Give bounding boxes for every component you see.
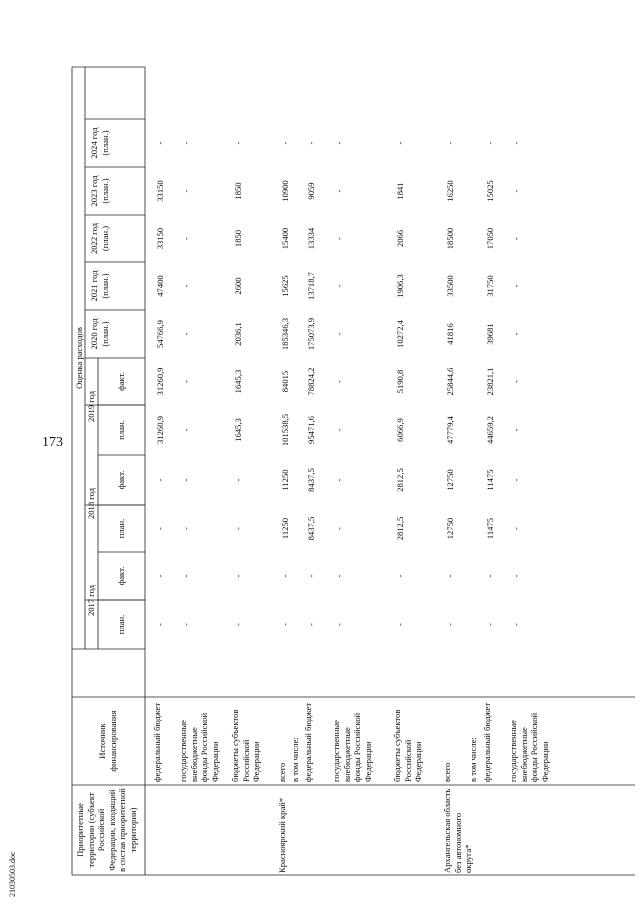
row-value: 31260,9 [155,367,165,396]
header-fact: факт. [116,372,126,391]
row-value: - [181,380,191,383]
row-value: 39681 [485,323,495,345]
row-value: 11475 [485,517,495,540]
row-value: 17050 [485,227,495,250]
row-value: - [445,623,455,626]
row-value: - [334,141,344,145]
header-2017: 2017 год [86,584,96,617]
row-value: - [306,574,316,578]
row-value: - [181,574,191,578]
row-value: - [485,141,495,145]
row-value: - [306,141,316,145]
header-2018: 2018 год [86,487,96,520]
row-source: федеральный бюджет [482,702,492,782]
row-value: 1850 [233,182,243,200]
row-value: - [511,623,521,626]
row-value: 33150 [155,227,165,250]
row-value: 84015 [280,370,290,393]
row-value: - [334,332,344,336]
header-y2021: 2021 год (план.) [89,270,110,302]
row-value: - [181,428,191,432]
row-value: - [181,189,191,193]
row-value: - [181,478,191,482]
row-value: 33500 [445,275,455,297]
row-value: - [511,380,521,383]
row-value: - [334,380,344,383]
row-source: бюджеты субъектов Российской Федерации [230,709,261,782]
row-territory: Красноярский край* [277,797,287,873]
row-value: - [233,527,243,530]
row-value: 13718,7 [306,272,316,300]
row-source: государственные внебюджетные фонды Российской Федерации [178,712,220,782]
row-value: - [181,237,191,240]
row-value: - [334,527,344,530]
row-value: 16250 [445,180,455,202]
row-value: - [511,574,521,578]
row-source: в том числе: [468,737,478,782]
header-plan: план. [116,420,126,440]
header-estimate: Оценка расходов [74,327,84,389]
row-value: - [334,237,344,240]
row-value: - [280,623,290,626]
row-value: - [511,478,521,482]
row-value: 6066,9 [395,418,405,442]
row-value: 2812,5 [395,516,405,541]
row-source: государственные внебюджетные фонды Российской Федерации [508,712,550,782]
row-value: - [395,574,405,578]
row-value: - [395,623,405,626]
row-value: 9059 [306,182,316,200]
row-value: 47779,4 [445,416,455,444]
row-value: 185346,3 [280,317,290,351]
row-value: 47400 [155,275,165,297]
row-value: - [233,141,243,145]
row-value: - [445,574,455,578]
header-y2024: 2024 год (план.) [89,127,110,159]
row-value: 95471,6 [306,416,316,444]
header-y2023: 2023 год (план.) [89,175,110,207]
row-value: 11475 [485,469,495,491]
row-value: - [334,428,344,432]
row-value: - [334,478,344,482]
row-value: 1645,3 [233,418,243,442]
document-id: 2103050З.doc [8,851,17,897]
header-fact: факт. [116,566,126,586]
row-value: 2600 [233,277,243,295]
row-value: - [511,237,521,240]
row-value: 1645,3 [233,369,243,394]
row-value: - [511,141,521,145]
row-value: 15400 [280,227,290,250]
row-value: 10900 [280,180,290,202]
row-value: 54766,9 [155,320,165,348]
row-value: - [233,623,243,626]
row-value: - [511,284,521,288]
row-value: 1850 [233,229,243,248]
header-territory: Приоритетные территории (субъект Российской Федерации, входящий в состав приоритетной территории) [75,788,138,872]
row-value: 175073,9 [306,317,316,351]
row-value: 10272,4 [395,320,405,348]
row-value: - [233,478,243,482]
row-value: 8437,5 [306,516,316,541]
header-y2022: 2022 год (план.) [89,222,110,255]
row-value: - [334,623,344,626]
row-value: 5190,8 [395,369,405,394]
row-value: 2066 [395,229,405,248]
row-value: - [280,141,290,145]
row-source: федеральный бюджет [152,702,162,782]
row-value: 15025 [485,180,495,202]
row-value: - [334,284,344,288]
header-plan: план. [116,518,126,539]
row-source: государственные внебюджетные фонды Российской Федерации [331,712,373,782]
row-value: 12750 [445,469,455,491]
row-value: - [485,574,495,578]
row-value: 1906,3 [395,274,405,298]
row-value: 12750 [445,517,455,540]
row-value: 8437,5 [306,468,316,492]
row-value: 31260,9 [155,416,165,444]
row-value: - [181,527,191,530]
row-value: 11250 [280,469,290,491]
row-value: 1841 [395,182,405,200]
row-value: 11250 [280,517,290,540]
row-value: 25844,6 [445,367,455,396]
header-source: Источник финансирования [97,710,118,772]
row-value: 101538,5 [280,413,290,447]
row-value: - [155,141,165,145]
row-value: - [334,189,344,193]
header-fact: факт. [116,470,126,490]
row-value: - [511,527,521,530]
row-value: - [280,574,290,578]
row-value: - [511,428,521,432]
row-value: - [485,623,495,626]
row-territory: Архангельская область без автономного округа* [442,788,473,873]
row-source: бюджеты субъектов Российской Федерации [392,709,423,782]
row-value: - [511,189,521,193]
header-y2020: 2020 год (план.) [89,318,110,350]
row-value: 33150 [155,180,165,202]
header-plan: план. [116,614,126,635]
row-value: 23821,1 [485,367,495,396]
row-source: всего [277,762,287,782]
row-value: - [445,141,455,145]
row-value: - [155,478,165,482]
page-number: 173 [42,435,63,450]
row-source: в том числе: [290,737,300,782]
row-value: 13334 [306,227,316,250]
row-value: - [155,527,165,530]
row-value: 2036,1 [233,322,243,346]
row-value: 31750 [485,275,495,297]
row-value: 15625 [280,275,290,297]
row-value: 18500 [445,227,455,250]
row-source: всего [442,762,452,782]
row-value: - [306,623,316,626]
row-value: - [233,574,243,578]
row-value: 41816 [445,323,455,345]
row-value: - [511,332,521,336]
row-value: - [181,623,191,626]
row-source: федеральный бюджет [303,702,313,782]
row-value: - [155,574,165,578]
row-value: - [181,284,191,288]
row-value: 44659,2 [485,416,495,444]
row-value: - [181,141,191,145]
row-value: 2812,5 [395,468,405,492]
row-value: - [334,574,344,578]
header-2019: 2019 год [86,390,96,423]
row-value: 78824,2 [306,367,316,396]
row-value: - [181,332,191,336]
row-value: - [155,623,165,626]
row-value: - [395,141,405,145]
